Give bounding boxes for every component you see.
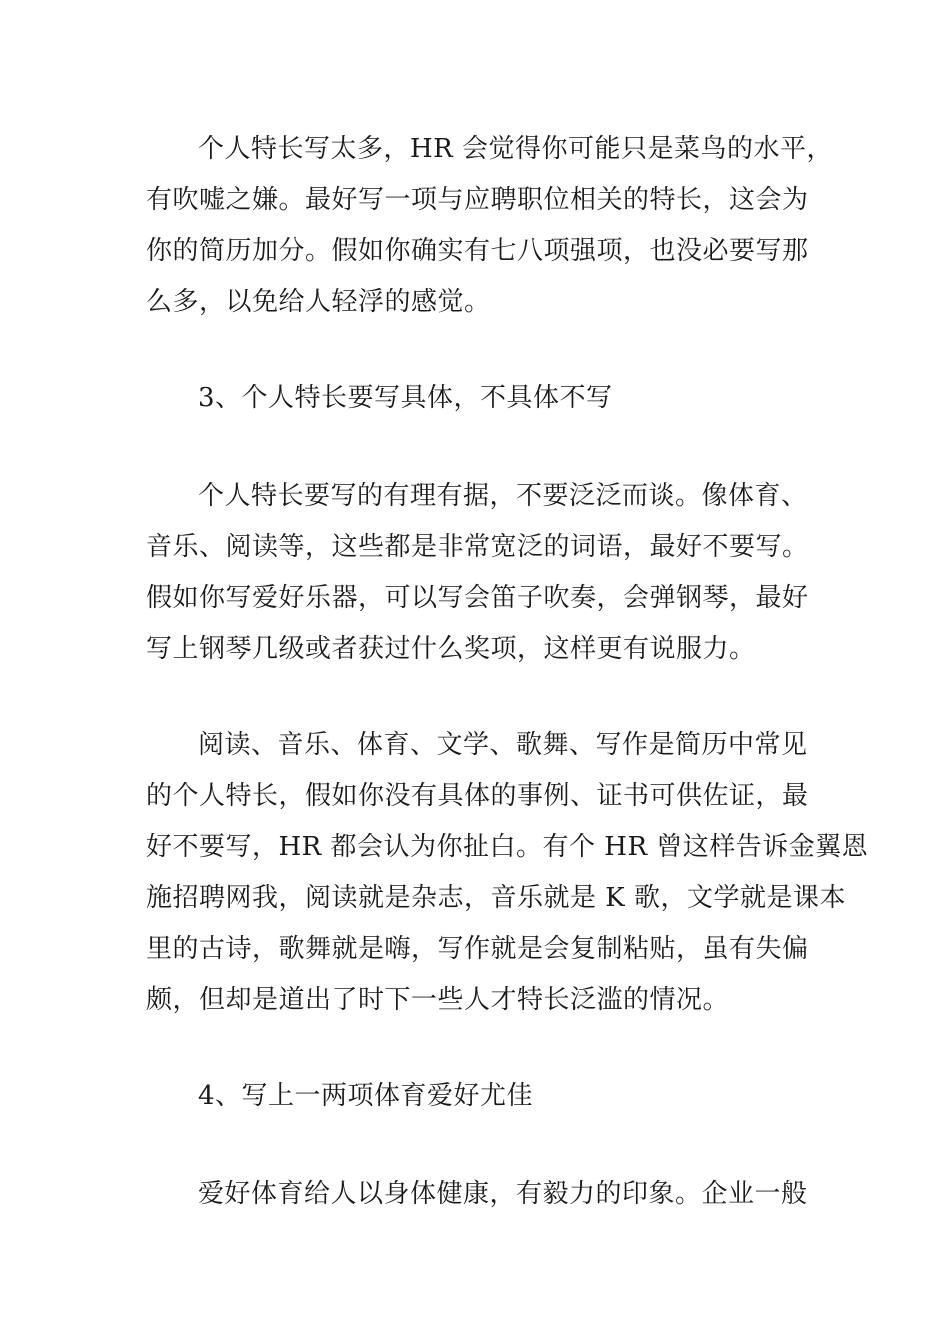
paragraph-4-line-5: 里的古诗，歌舞就是嗨，写作就是会复制粘贴，虽有失偏 [146,934,809,964]
paragraph-3-line-2: 音乐、阅读等，这些都是非常宽泛的词语，最好不要写。 [146,532,809,562]
paragraph-1-line-3: 你的简历加分。假如你确实有七八项强项，也没必要写那 [146,236,809,266]
paragraph-4-line-3: 好不要写，HR 都会认为你扯白。有个 HR 曾这样告诉金翼恩 [146,832,869,862]
paragraph-1-line-2: 有吹嘘之嫌。最好写一项与应聘职位相关的特长，这会为 [146,185,809,215]
paragraph-4-line-2: 的个人特长，假如你没有具体的事例、证书可供佐证，最 [146,781,809,811]
section-heading-3: 3、个人特长要写具体，不具体不写 [198,383,613,413]
paragraph-6-line-1: 爱好体育给人以身体健康，有毅力的印象。企业一般 [198,1179,808,1209]
section-heading-4: 4、写上一两项体育爱好尤佳 [198,1081,534,1111]
paragraph-1-line-4: 么多，以免给人轻浮的感觉。 [146,287,491,317]
paragraph-3-line-4: 写上钢琴几级或者获过什么奖项，这样更有说服力。 [146,634,756,664]
paragraph-4-line-6: 颇，但却是道出了时下一些人才特长泛滥的情况。 [146,985,730,1015]
paragraph-1-line-1: 个人特长写太多，HR 会觉得你可能只是菜鸟的水平， [198,134,834,164]
paragraph-3-line-1: 个人特长要写的有理有据，不要泛泛而谈。像体育、 [198,481,808,511]
paragraph-3-line-3: 假如你写爱好乐器，可以写会笛子吹奏，会弹钢琴，最好 [146,583,809,613]
paragraph-4-line-4: 施招聘网我，阅读就是杂志，音乐就是 K 歌，文学就是课本 [146,883,846,913]
paragraph-4-line-1: 阅读、音乐、体育、文学、歌舞、写作是简历中常见 [198,730,808,760]
